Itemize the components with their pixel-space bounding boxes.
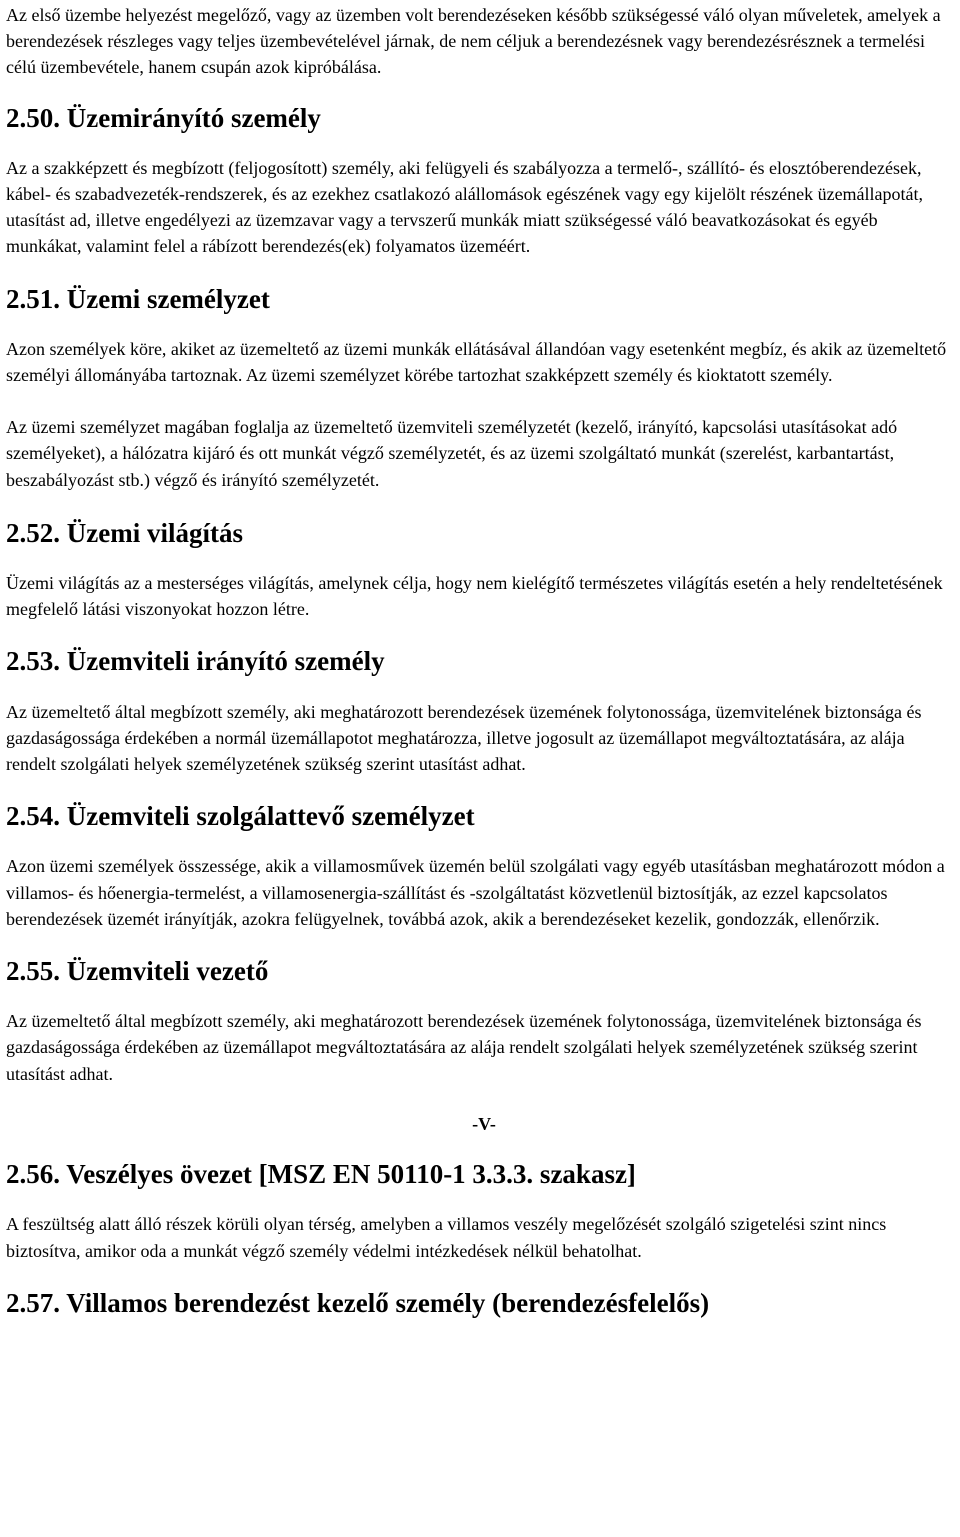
section-paragraph-2-52: Üzemi világítás az a mesterséges világítás, amelynek célja, hogy nem kielégítő természetes világítás esetén a hely rendeltetésének megfelelő látási viszonyokat hozzon létre.: [6, 573, 943, 620]
section-paragraph-2-54: Azon üzemi személyek összessége, akik a villamosművek üzemén belül szolgálati vagy egyéb utasításban meghatározott módon a villamos- és hőenergia-termelést, a villamosenergia-szállítást és -szolgáltatást közvetlenül biztosítják, az ezzel kapcsolatos berendezések üzemét irányítják, azokra felügyelnek, továbbá azok, akik a berendezéseket kezelik, gondozzák, ellenőrzik.: [6, 856, 945, 929]
section-heading-2-52: 2.52. Üzemi világítás: [6, 517, 243, 548]
section-heading-2-51: 2.51. Üzemi személyzet: [6, 283, 270, 314]
intro-paragraph: Az első üzembe helyezést megelőző, vagy az üzemben volt berendezéseken később szükségessé váló olyan műveletek, amelyek a berendezések részleges vagy teljes üzembevételével járnak, de nem céljuk a berendezésnek vagy berendezésrésznek a termelési célú üzembevétele, hanem csupán azok kipróbálása.: [6, 5, 941, 78]
section-heading-2-53: 2.53. Üzemviteli irányító személy: [6, 646, 385, 677]
section-heading-2-56: 2.56. Veszélyes övezet [MSZ EN 50110-1 3.3.3. szakasz]: [6, 1159, 636, 1190]
document-page: [6, 0, 956, 1316]
section-paragraph-2-56: A feszültség alatt álló részek körüli olyan térség, amelyben a villamos veszély megelőzését szolgáló szigetelési szint nincs biztosítva, amikor oda a munkát végző személy védelmi intézkedések nélkül behatolhat.: [6, 1214, 887, 1261]
section-heading-2-54: 2.54. Üzemviteli szolgálattevő személyzet: [6, 801, 475, 832]
section-paragraph-2-55: Az üzemeltető által megbízott személy, aki meghatározott berendezések üzemének folytonossága, üzemvitelének biztonsága és gazdaságossága érdekében az üzemállapot megváltoztatására az alája rendelt szolgálati helyek személyzetének szükség szerint utasítást adhat.: [6, 1011, 922, 1084]
section-paragraph-2-51-b: Az üzemi személyzet magában foglalja az üzemeltető üzemviteli személyzetét (kezelő, irányító, kapcsolási utasításokat adó személyeket), a hálózatra kijáró és ott munkát végző személyzetét, és az üzemi szolgáltató munkát (szerelést, karbantartást, beszabályozást stb.) végző és irányító személyzetét.: [6, 417, 898, 490]
section-paragraph-2-51-a: Azon személyek köre, akiket az üzemeltető az üzemi munkák ellátásával állandóan vagy esetenként megbíz, és akik az üzemeltető személyi állományába tartoznak. Az üzemi személyzet körébe tartozhat szakképzett személy és kioktatott személy.: [6, 338, 947, 386]
section-paragraph-2-53: Az üzemeltető által megbízott személy, aki meghatározott berendezések üzemének folytonossága, üzemvitelének biztonsága és gazdaságossága érdekében a normál üzemállapotot meghatározza, illetve jogosult az üzemállapot megváltoztatására, az alája rendelt szolgálati helyek személyzetének szükség szerint utasítást adhat.: [6, 701, 922, 775]
section-heading-2-57: 2.57. Villamos berendezést kezelő személy (berendezésfelelős): [6, 1287, 710, 1318]
section-heading-2-50: 2.50. Üzemirányító személy: [6, 102, 321, 133]
section-heading-2-55: 2.55. Üzemviteli vezető: [6, 956, 269, 987]
page-marker: -V-: [472, 1113, 496, 1134]
section-paragraph-2-50: Az a szakképzett és megbízott (feljogosított) személy, aki felügyeli és szabályozza a termelő-, szállító- és elosztóberendezések, kábel- és szabadvezeték-rendszerek, és az ezekhez csatlakozó alállomások egészének vagy egy kijelölt részének üzemállapotát, utasítást ad, illetve engedélyezi az üzemzavar vagy a tervszerű munkák miatt szükségessé váló beavatkozásokat és egyéb munkákat, valamint felel a rábízott berendezés(ek) folyamatos üzeméért.: [6, 157, 924, 257]
